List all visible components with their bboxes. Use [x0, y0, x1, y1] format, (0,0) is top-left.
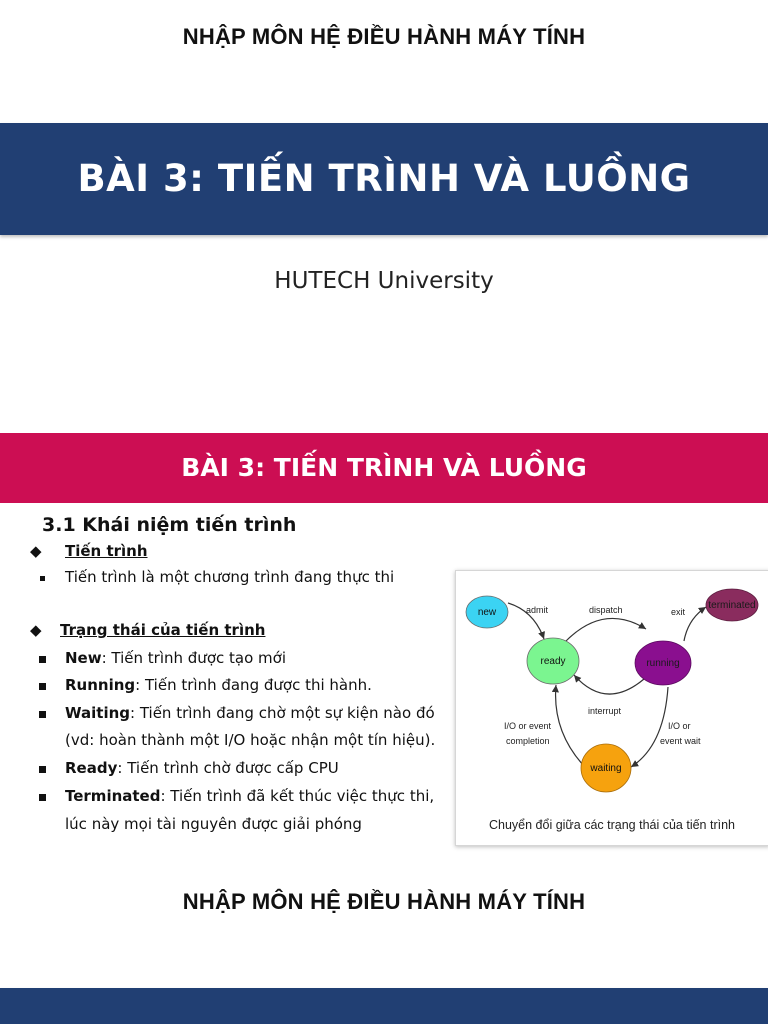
next-slide-band [0, 988, 768, 1024]
edge-dispatch [566, 618, 646, 641]
state-item-ready [65, 759, 339, 777]
state-desc: : Tiến trình đang chờ một sự kiện nào đó [130, 704, 435, 722]
state-desc: : Tiến trình chờ được cấp CPU [117, 759, 339, 777]
diamond-bullet-icon: ◆ [30, 622, 42, 639]
edge-label-io-completion: completion [506, 736, 550, 746]
course-title: NHẬP MÔN HỆ ĐIỀU HÀNH MÁY TÍNH [182, 24, 586, 49]
diamond-bullet-icon: ◆ [30, 543, 42, 560]
lesson-title-band: BÀI 3: TIẾN TRÌNH VÀ LUỒNG [0, 123, 768, 235]
edge-exit [684, 607, 706, 641]
node-label-waiting: waiting [590, 763, 622, 774]
state-term: Ready [65, 759, 118, 777]
section-heading: 3.1 Khái niệm tiến trình [42, 514, 297, 536]
square-bullet-icon [39, 711, 46, 718]
edge-label-dispatch: dispatch [589, 605, 623, 615]
state-desc: : Tiến trình được tạo mới [101, 649, 286, 667]
node-label-new: new [477, 607, 497, 618]
state-term: New [65, 649, 102, 667]
square-bullet-icon [39, 766, 46, 773]
state-item-terminated [65, 787, 434, 805]
edge-io-wait [631, 687, 668, 767]
state-item-running [65, 676, 372, 694]
diagram-caption: Chuyển đổi giữa các trạng thái của tiến trình [488, 818, 736, 832]
concept-heading: Tiến trình [65, 542, 148, 560]
edge-label-exit: exit [671, 607, 686, 617]
state-term: Waiting [65, 704, 131, 722]
course-title: NHẬP MÔN HỆ ĐIỀU HÀNH MÁY TÍNH [182, 889, 586, 914]
edge-interrupt [574, 675, 644, 694]
state-term: Running [65, 676, 136, 694]
slide-banner-title: BÀI 3: TIẾN TRÌNH VÀ LUỒNG [0, 433, 768, 503]
state-desc: : Tiến trình đã kết thúc việc thực thi, [160, 787, 435, 805]
state-diagram-svg [456, 571, 768, 845]
node-label-ready: ready [540, 656, 566, 667]
edge-io-completion [556, 685, 584, 766]
edge-label-io-completion: I/O or event [504, 721, 552, 731]
node-label-running: running [646, 658, 680, 669]
state-term: Terminated [65, 787, 161, 805]
edge-label-admit: admit [526, 605, 549, 615]
state-item-waiting [65, 704, 435, 722]
process-state-diagram [455, 570, 768, 846]
states-heading: Trạng thái của tiến trình [60, 621, 266, 639]
university-name: HUTECH University [274, 268, 494, 294]
square-bullet-icon [39, 794, 46, 801]
edge-label-io-wait: event wait [660, 736, 701, 746]
state-desc: : Tiến trình đang được thi hành. [135, 676, 372, 694]
edge-label-interrupt: interrupt [588, 706, 622, 716]
edge-label-io-wait: I/O or [668, 721, 691, 731]
node-label-terminated: terminated [708, 600, 756, 611]
state-desc-continued: lúc này mọi tài nguyên được giải phóng [65, 815, 362, 833]
square-bullet-icon [39, 656, 46, 663]
square-bullet-icon [40, 576, 45, 581]
square-bullet-icon [39, 683, 46, 690]
state-desc-continued: (vd: hoàn thành một I/O hoặc nhận một tín hiệu). [65, 731, 436, 749]
state-item-new [65, 649, 286, 667]
concept-text: Tiến trình là một chương trình đang thực thi [65, 568, 395, 586]
